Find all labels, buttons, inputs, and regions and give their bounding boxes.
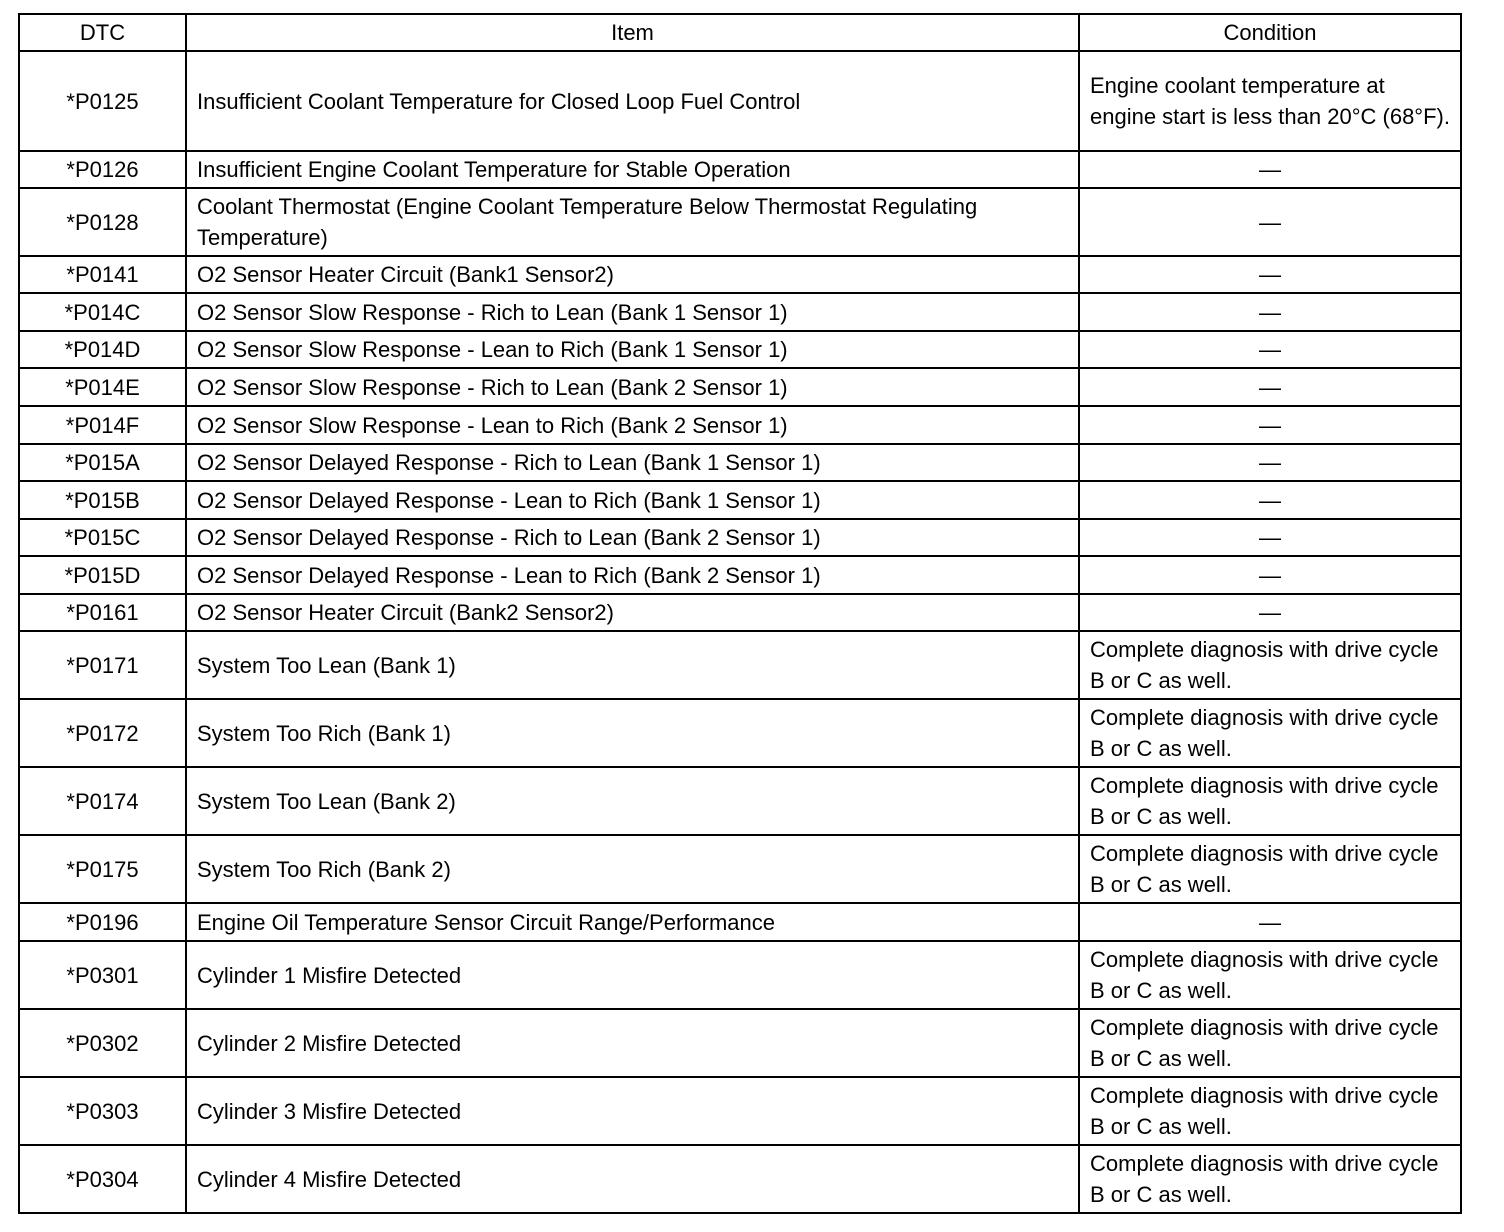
item-cell: O2 Sensor Slow Response - Lean to Rich (Bank 1 Sensor 1)	[186, 331, 1079, 368]
dtc-cell: *P015D	[19, 556, 186, 594]
table-row	[19, 767, 1461, 835]
condition-cell: —	[1079, 556, 1461, 594]
item-cell: System Too Lean (Bank 1)	[186, 631, 1079, 699]
table-row	[19, 835, 1461, 903]
dtc-cell: *P0128	[19, 188, 186, 256]
table-row	[19, 293, 1461, 331]
item-cell: O2 Sensor Delayed Response - Rich to Lean (Bank 1 Sensor 1)	[186, 444, 1079, 481]
condition-cell: —	[1079, 594, 1461, 631]
table-row	[19, 1077, 1461, 1145]
condition-cell: —	[1079, 331, 1461, 368]
item-cell: O2 Sensor Delayed Response - Lean to Rich (Bank 2 Sensor 1)	[186, 556, 1079, 594]
item-cell: Insufficient Coolant Temperature for Closed Loop Fuel Control	[186, 51, 1079, 151]
dtc-cell: *P014C	[19, 293, 186, 331]
item-cell: System Too Lean (Bank 2)	[186, 767, 1079, 835]
item-cell: Coolant Thermostat (Engine Coolant Temperature Below Thermostat Regulating Temperature)	[186, 188, 1079, 256]
dtc-cell: *P014E	[19, 368, 186, 406]
item-cell: Cylinder 1 Misfire Detected	[186, 941, 1079, 1009]
table-row	[19, 331, 1461, 368]
condition-cell: Complete diagnosis with drive cycle B or C as well.	[1079, 1009, 1461, 1077]
item-cell: Cylinder 3 Misfire Detected	[186, 1077, 1079, 1145]
table-row	[19, 151, 1461, 188]
table-header-row	[19, 14, 1461, 51]
dtc-cell: *P0171	[19, 631, 186, 699]
dtc-cell: *P0301	[19, 941, 186, 1009]
item-cell: Insufficient Engine Coolant Temperature for Stable Operation	[186, 151, 1079, 188]
dtc-cell: *P015C	[19, 519, 186, 556]
condition-cell: Complete diagnosis with drive cycle B or C as well.	[1079, 835, 1461, 903]
dtc-cell: *P0172	[19, 699, 186, 767]
table-row	[19, 444, 1461, 481]
item-cell: Cylinder 4 Misfire Detected	[186, 1145, 1079, 1213]
table-row	[19, 941, 1461, 1009]
condition-cell: —	[1079, 293, 1461, 331]
header-item: Item	[186, 14, 1079, 51]
table-row	[19, 256, 1461, 293]
item-cell: O2 Sensor Heater Circuit (Bank1 Sensor2)	[186, 256, 1079, 293]
dtc-cell: *P0304	[19, 1145, 186, 1213]
dtc-cell: *P0174	[19, 767, 186, 835]
item-cell: Cylinder 2 Misfire Detected	[186, 1009, 1079, 1077]
item-cell: Engine Oil Temperature Sensor Circuit Range/Performance	[186, 903, 1079, 941]
dtc-cell: *P015B	[19, 481, 186, 519]
dtc-cell: *P014D	[19, 331, 186, 368]
item-cell: O2 Sensor Slow Response - Rich to Lean (Bank 2 Sensor 1)	[186, 368, 1079, 406]
dtc-cell: *P0303	[19, 1077, 186, 1145]
condition-cell: Complete diagnosis with drive cycle B or C as well.	[1079, 1145, 1461, 1213]
dtc-cell: *P0161	[19, 594, 186, 631]
dtc-cell: *P0126	[19, 151, 186, 188]
condition-cell: —	[1079, 444, 1461, 481]
dtc-cell: *P0175	[19, 835, 186, 903]
condition-cell: Complete diagnosis with drive cycle B or C as well.	[1079, 941, 1461, 1009]
table-row	[19, 406, 1461, 444]
table-row	[19, 594, 1461, 631]
condition-cell: —	[1079, 481, 1461, 519]
condition-cell: Complete diagnosis with drive cycle B or C as well.	[1079, 767, 1461, 835]
item-cell: O2 Sensor Delayed Response - Rich to Lean (Bank 2 Sensor 1)	[186, 519, 1079, 556]
table-row	[19, 368, 1461, 406]
table-row	[19, 519, 1461, 556]
header-dtc: DTC	[19, 14, 186, 51]
condition-cell: —	[1079, 368, 1461, 406]
item-cell: System Too Rich (Bank 2)	[186, 835, 1079, 903]
table-row	[19, 481, 1461, 519]
item-cell: System Too Rich (Bank 1)	[186, 699, 1079, 767]
condition-cell: Complete diagnosis with drive cycle B or C as well.	[1079, 631, 1461, 699]
dtc-cell: *P0302	[19, 1009, 186, 1077]
condition-cell: Complete diagnosis with drive cycle B or C as well.	[1079, 1077, 1461, 1145]
item-cell: O2 Sensor Delayed Response - Lean to Rich (Bank 1 Sensor 1)	[186, 481, 1079, 519]
item-cell: O2 Sensor Slow Response - Rich to Lean (Bank 1 Sensor 1)	[186, 293, 1079, 331]
table-row	[19, 903, 1461, 941]
table-row	[19, 631, 1461, 699]
condition-cell: —	[1079, 519, 1461, 556]
item-cell: O2 Sensor Heater Circuit (Bank2 Sensor2)	[186, 594, 1079, 631]
dtc-cell: *P0141	[19, 256, 186, 293]
condition-cell: —	[1079, 256, 1461, 293]
table-row	[19, 1145, 1461, 1213]
condition-cell: Complete diagnosis with drive cycle B or C as well.	[1079, 699, 1461, 767]
dtc-cell: *P014F	[19, 406, 186, 444]
table-row	[19, 1009, 1461, 1077]
condition-cell: Engine coolant temperature at engine start is less than 20°C (68°F).	[1079, 51, 1461, 151]
item-cell: O2 Sensor Slow Response - Lean to Rich (Bank 2 Sensor 1)	[186, 406, 1079, 444]
dtc-cell: *P0125	[19, 51, 186, 151]
condition-cell: —	[1079, 406, 1461, 444]
condition-cell: —	[1079, 188, 1461, 256]
table-row	[19, 51, 1461, 151]
table-row	[19, 556, 1461, 594]
table-row	[19, 699, 1461, 767]
dtc-cell: *P0196	[19, 903, 186, 941]
dtc-table	[18, 13, 1462, 1214]
dtc-cell: *P015A	[19, 444, 186, 481]
condition-cell: —	[1079, 151, 1461, 188]
condition-cell: —	[1079, 903, 1461, 941]
table-row	[19, 188, 1461, 256]
header-condition: Condition	[1079, 14, 1461, 51]
